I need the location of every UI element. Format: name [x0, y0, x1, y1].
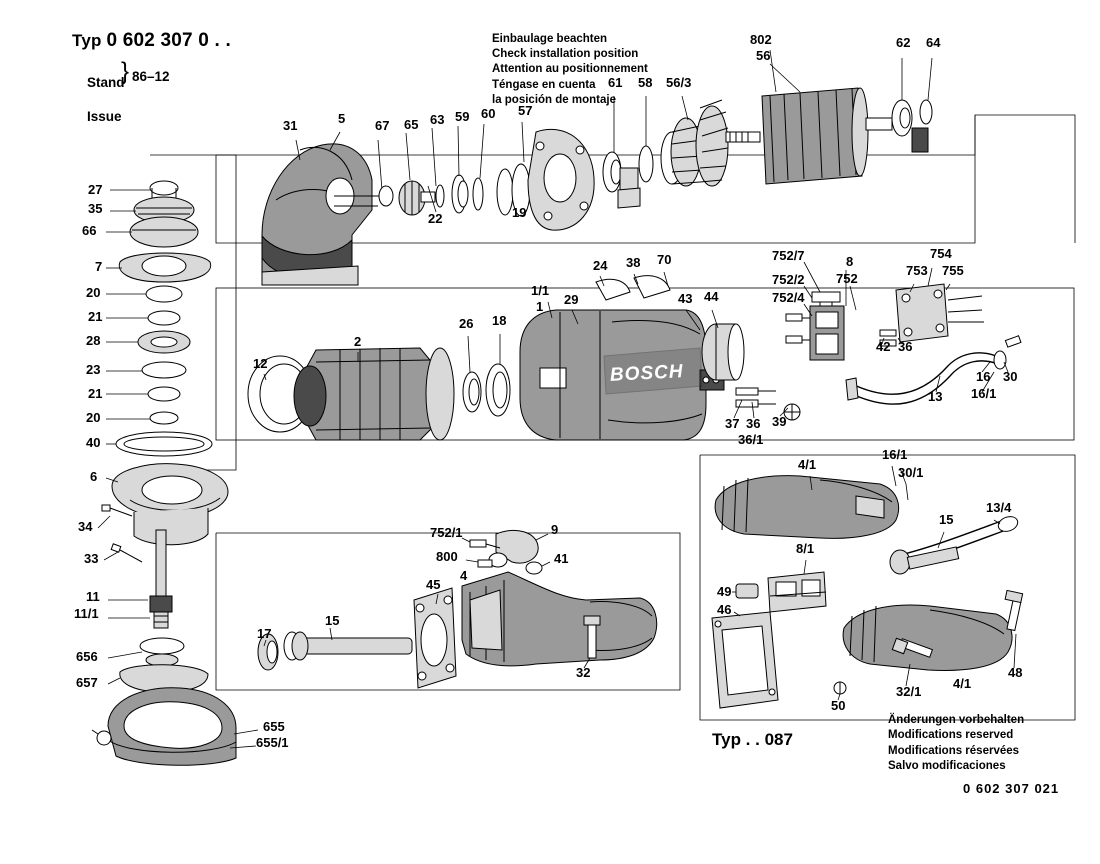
callout-655: 655: [263, 719, 285, 734]
callout-56-3: 56/3: [666, 75, 692, 90]
left-column-assembly: [92, 181, 258, 765]
typ-number: 0 602 307 0 . .: [106, 30, 231, 51]
callout-43: 43: [678, 291, 693, 306]
callout-28: 28: [86, 333, 101, 348]
callout-16-1b: 16/1: [882, 447, 908, 462]
handle-body-4: [462, 572, 657, 666]
callout-62: 62: [896, 35, 911, 50]
callout-7: 7: [95, 259, 103, 274]
callout-50: 50: [831, 698, 846, 713]
callout-20a: 20: [86, 285, 101, 300]
gear-housing-assembly: [262, 50, 932, 285]
callout-21b: 21: [88, 386, 103, 401]
typ-prefix: Typ: [72, 31, 102, 50]
stator-2: [294, 348, 454, 440]
callout-802: 802: [750, 32, 772, 47]
callout-15a: 15: [325, 613, 340, 628]
cover-46: [712, 612, 778, 708]
callout-41: 41: [554, 551, 569, 566]
callout-36-1: 36/1: [738, 432, 764, 447]
callout-27: 27: [88, 182, 103, 197]
callout-4-1-bottom: 4/1: [953, 676, 972, 691]
callout-26: 26: [459, 316, 474, 331]
callout-23: 23: [86, 362, 101, 377]
mod-de: Änderungen vorbehalten: [888, 714, 1025, 726]
stand-label: Stand: [87, 74, 125, 90]
typ-variant-label: Typ . . 087: [712, 730, 793, 749]
issue-label: Issue: [87, 108, 122, 124]
callout-4: 4: [460, 568, 468, 583]
cable-13-4: [890, 514, 1020, 574]
callout-655-1: 655/1: [256, 735, 289, 750]
callout-49: 49: [717, 584, 732, 599]
callout-755: 755: [942, 263, 964, 278]
screw-group-37-36-39: [734, 388, 800, 420]
callout-6: 6: [90, 469, 98, 484]
callout-59: 59: [455, 109, 470, 124]
shell-4-1-lower: [843, 605, 1012, 670]
callout-22: 22: [428, 211, 443, 226]
callout-8-1: 8/1: [796, 541, 815, 556]
callout-61: 61: [608, 75, 623, 90]
callout-13-4: 13/4: [986, 500, 1012, 515]
bosch-logo: BOSCH: [609, 361, 685, 386]
callout-4-1-top: 4/1: [798, 457, 817, 472]
callout-32: 32: [576, 665, 591, 680]
callout-56: 56: [756, 48, 771, 63]
terminal-plate-754: [896, 284, 984, 342]
bearing-62: [892, 100, 912, 136]
callout-63: 63: [430, 112, 445, 127]
callout-38: 38: [626, 255, 641, 270]
flange-plate-6: [112, 464, 228, 545]
end-cap-44: [702, 324, 744, 380]
callout-5: 5: [338, 111, 346, 126]
callout-16-1: 16/1: [971, 386, 997, 401]
callout-24: 24: [593, 258, 608, 273]
callout-754: 754: [930, 246, 952, 261]
callout-12: 12: [253, 356, 268, 371]
notice-de: Einbaulage beachten: [492, 33, 608, 45]
callout-67: 67: [375, 118, 390, 133]
callout-30-1: 30/1: [898, 465, 924, 480]
callout-31: 31: [283, 118, 298, 133]
document-number: 0 602 307 021: [963, 781, 1060, 796]
callout-657: 657: [76, 675, 98, 690]
callout-39: 39: [772, 414, 787, 429]
screw-50: [834, 682, 846, 694]
callout-1-1: 1/1: [531, 283, 550, 298]
callout-48: 48: [1008, 665, 1023, 680]
callout-57: 57: [518, 103, 533, 118]
callout-33: 33: [84, 551, 99, 566]
callout-36b: 36: [746, 416, 761, 431]
callout-70: 70: [657, 252, 672, 267]
bevel-pinion-65: [399, 181, 435, 215]
callout-752-2: 752/2: [772, 272, 805, 287]
callout-16: 16: [976, 369, 991, 384]
callout-18: 18: [492, 313, 507, 328]
brace-glyph: }: [121, 58, 130, 85]
callout-19: 19: [512, 205, 527, 220]
callout-656: 656: [76, 649, 98, 664]
callout-17: 17: [257, 626, 272, 641]
mod-en: Modifications reserved: [888, 729, 1014, 742]
callout-66: 66: [82, 223, 97, 238]
bearing-61: [603, 152, 621, 192]
lever-9: [489, 530, 538, 567]
armature-56: [696, 88, 892, 186]
callout-753: 753: [906, 263, 928, 278]
notice-fr: Attention au positionnement: [492, 63, 648, 76]
bearing-plate-57: [528, 129, 594, 230]
callout-40: 40: [86, 435, 101, 450]
mod-fr: Modifications réservées: [888, 744, 1020, 757]
clip-64: [920, 100, 932, 124]
callout-11-1: 11/1: [74, 606, 99, 621]
callout-20b: 20: [86, 410, 101, 425]
callout-752-7: 752/7: [772, 248, 805, 263]
callout-42: 42: [876, 339, 891, 354]
callout-30: 30: [1003, 369, 1018, 384]
callout-34: 34: [78, 519, 93, 534]
handle-assembly-087: [712, 466, 1023, 708]
callout-44: 44: [704, 289, 719, 304]
callout-46: 46: [717, 602, 732, 617]
flange-45: [414, 588, 456, 688]
switch-8-1: [768, 572, 826, 612]
guard-655: [92, 688, 236, 765]
callout-58: 58: [638, 75, 653, 90]
notice-en: Check installation position: [492, 48, 639, 61]
flange-59: [452, 175, 468, 213]
callout-11: 11: [86, 589, 100, 604]
callout-752: 752: [836, 271, 858, 286]
callout-32-1: 32/1: [896, 684, 922, 699]
callout-800: 800: [436, 549, 458, 564]
callout-9: 9: [551, 522, 559, 537]
callout-45: 45: [426, 577, 441, 592]
callout-65: 65: [404, 117, 419, 132]
callout-13: 13: [928, 389, 943, 404]
callout-752-1: 752/1: [430, 525, 463, 540]
notice-es-1: Téngase en cuenta: [492, 78, 596, 91]
callout-37: 37: [725, 416, 740, 431]
callout-35: 35: [88, 201, 103, 216]
notice-es-2: la posición de montaje: [492, 93, 616, 106]
callout-64: 64: [926, 35, 941, 50]
callout-21a: 21: [88, 309, 103, 324]
shell-4-1-upper: [715, 476, 898, 539]
callout-8: 8: [846, 254, 854, 269]
callout-752-4: 752/4: [772, 290, 805, 305]
callout-36a: 36: [898, 339, 913, 354]
callout-1: 1: [536, 299, 544, 314]
callout-29: 29: [564, 292, 579, 307]
callout-2: 2: [354, 334, 362, 349]
screw-48: [1005, 590, 1023, 630]
issue-value: 86–12: [132, 69, 170, 84]
mod-es: Salvo modificaciones: [888, 759, 1006, 772]
callout-60: 60: [481, 106, 496, 121]
callout-15b: 15: [939, 512, 954, 527]
